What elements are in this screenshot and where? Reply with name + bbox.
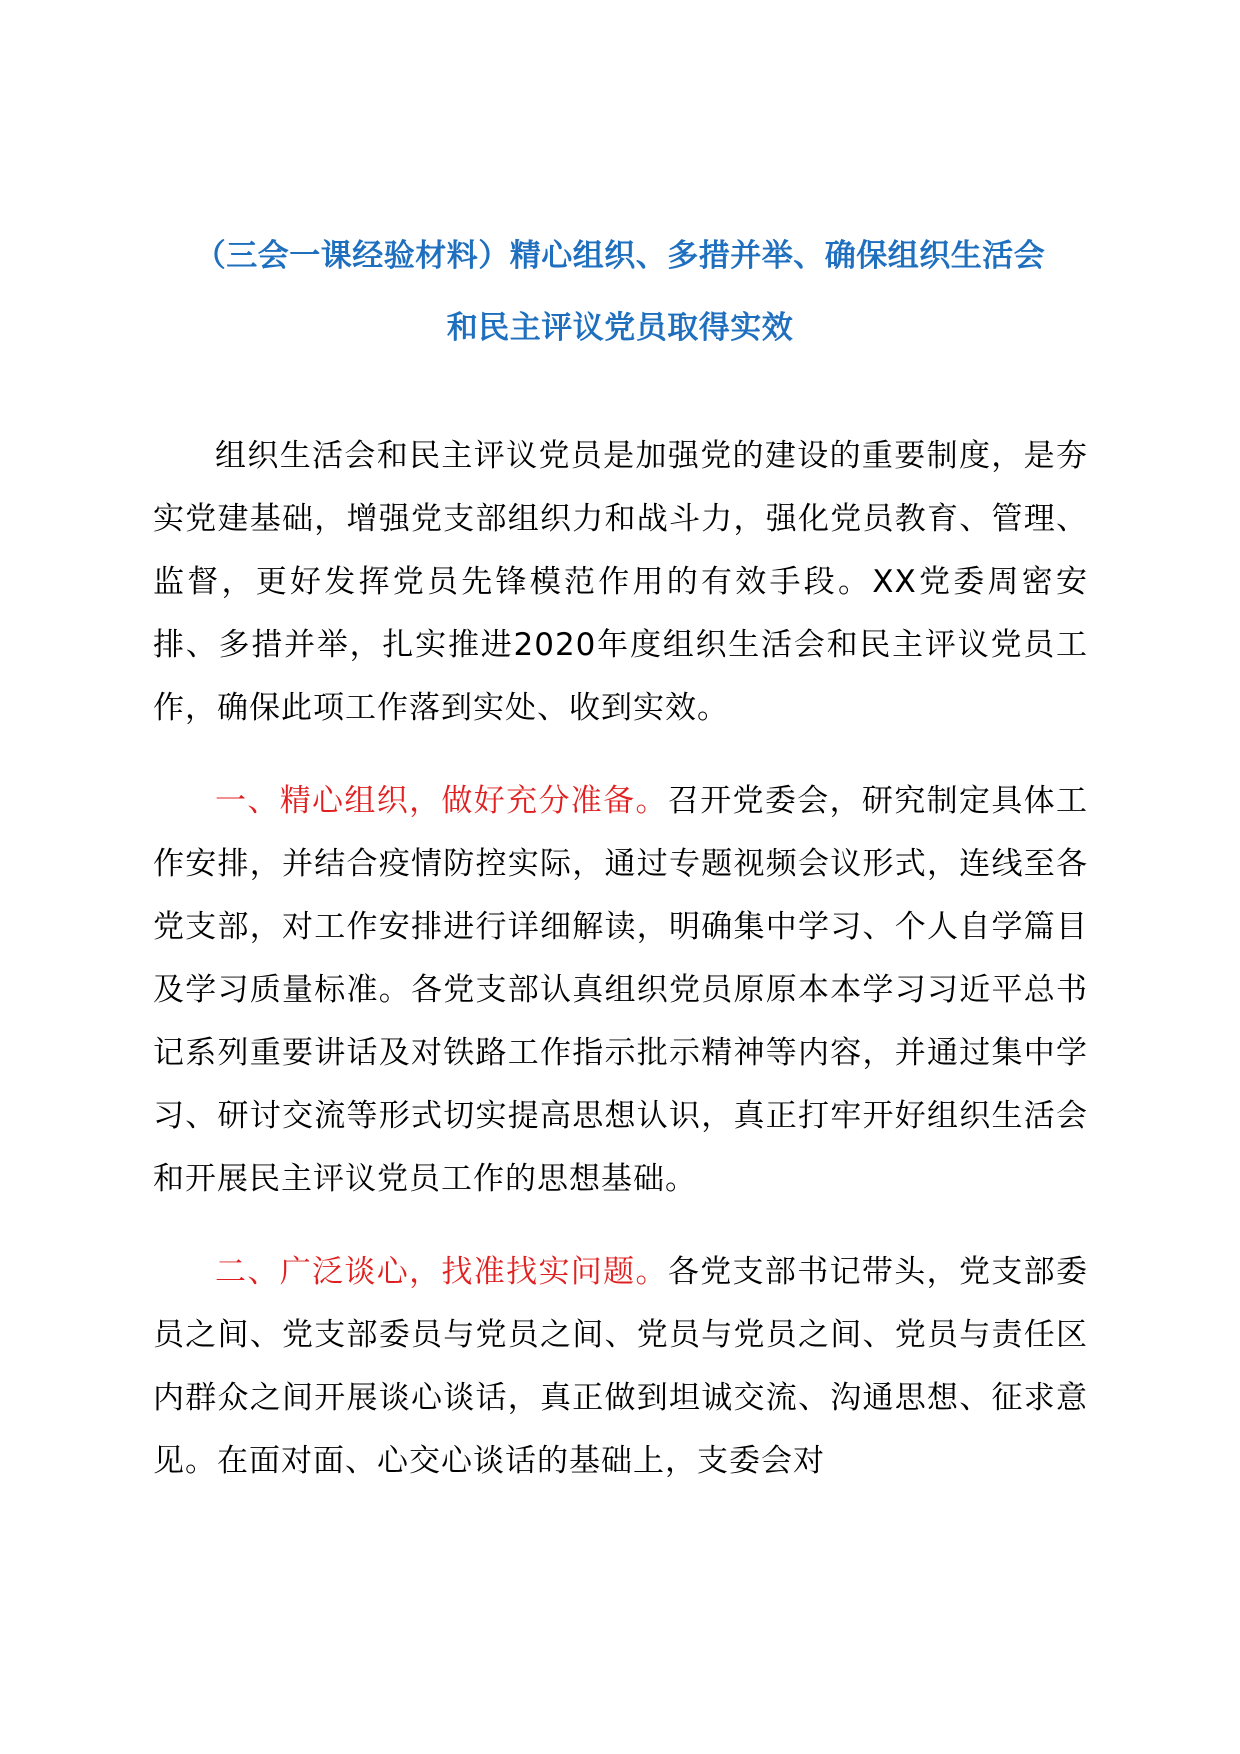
title-line-2: 和民主评议党员取得实效 [446,310,794,346]
document-body [153,425,1088,1523]
section-heading: 一、精心组织，做好充分准备。 [215,783,668,819]
paragraph-section-2 [153,1241,1088,1493]
paragraph-intro [153,425,1088,740]
section-heading: 二、广泛谈心，找准找实问题。 [215,1254,668,1290]
document-title [150,220,1090,364]
paragraph-text: 各党支部书记带头，党支部委员之间、党支部委员与党员之间、党员与党员之间、党员与责任区内群众之间开展谈心谈话，真正做到坦诚交流、沟通思想、征求意见。在面对面、心交心谈话的基础上，支委会对 [153,1254,1089,1479]
paragraph-section-1 [153,770,1088,1211]
paragraph-text: 组织生活会和民主评议党员是加强党的建设的重要制度，是夯实党建基础，增强党支部组织力和战斗力，强化党员教育、管理、监督，更好发挥党员先锋模范作用的有效手段。XX党委周密安排、多措并举，扎实推进2020年度组织生活会和民主评议党员工作，确保此项工作落到实处、收到实效。 [153,438,1088,726]
paragraph-text: 召开党委会，研究制定具体工作安排，并结合疫情防控实际，通过专题视频会议形式，连线至各党支部，对工作安排进行详细解读，明确集中学习、个人自学篇目及学习质量标准。各党支部认真组织党员原原本本学习习近平总书记系列重要讲话及对铁路工作指示批示精神等内容，并通过集中学习、研讨交流等形式切实提高思想认识，真正打牢开好组织生活会和开展民主评议党员工作的思想基础。 [153,783,1089,1197]
title-line-1: （三会一课经验材料）精心组织、多措并举、确保组织生活会 [194,238,1046,274]
